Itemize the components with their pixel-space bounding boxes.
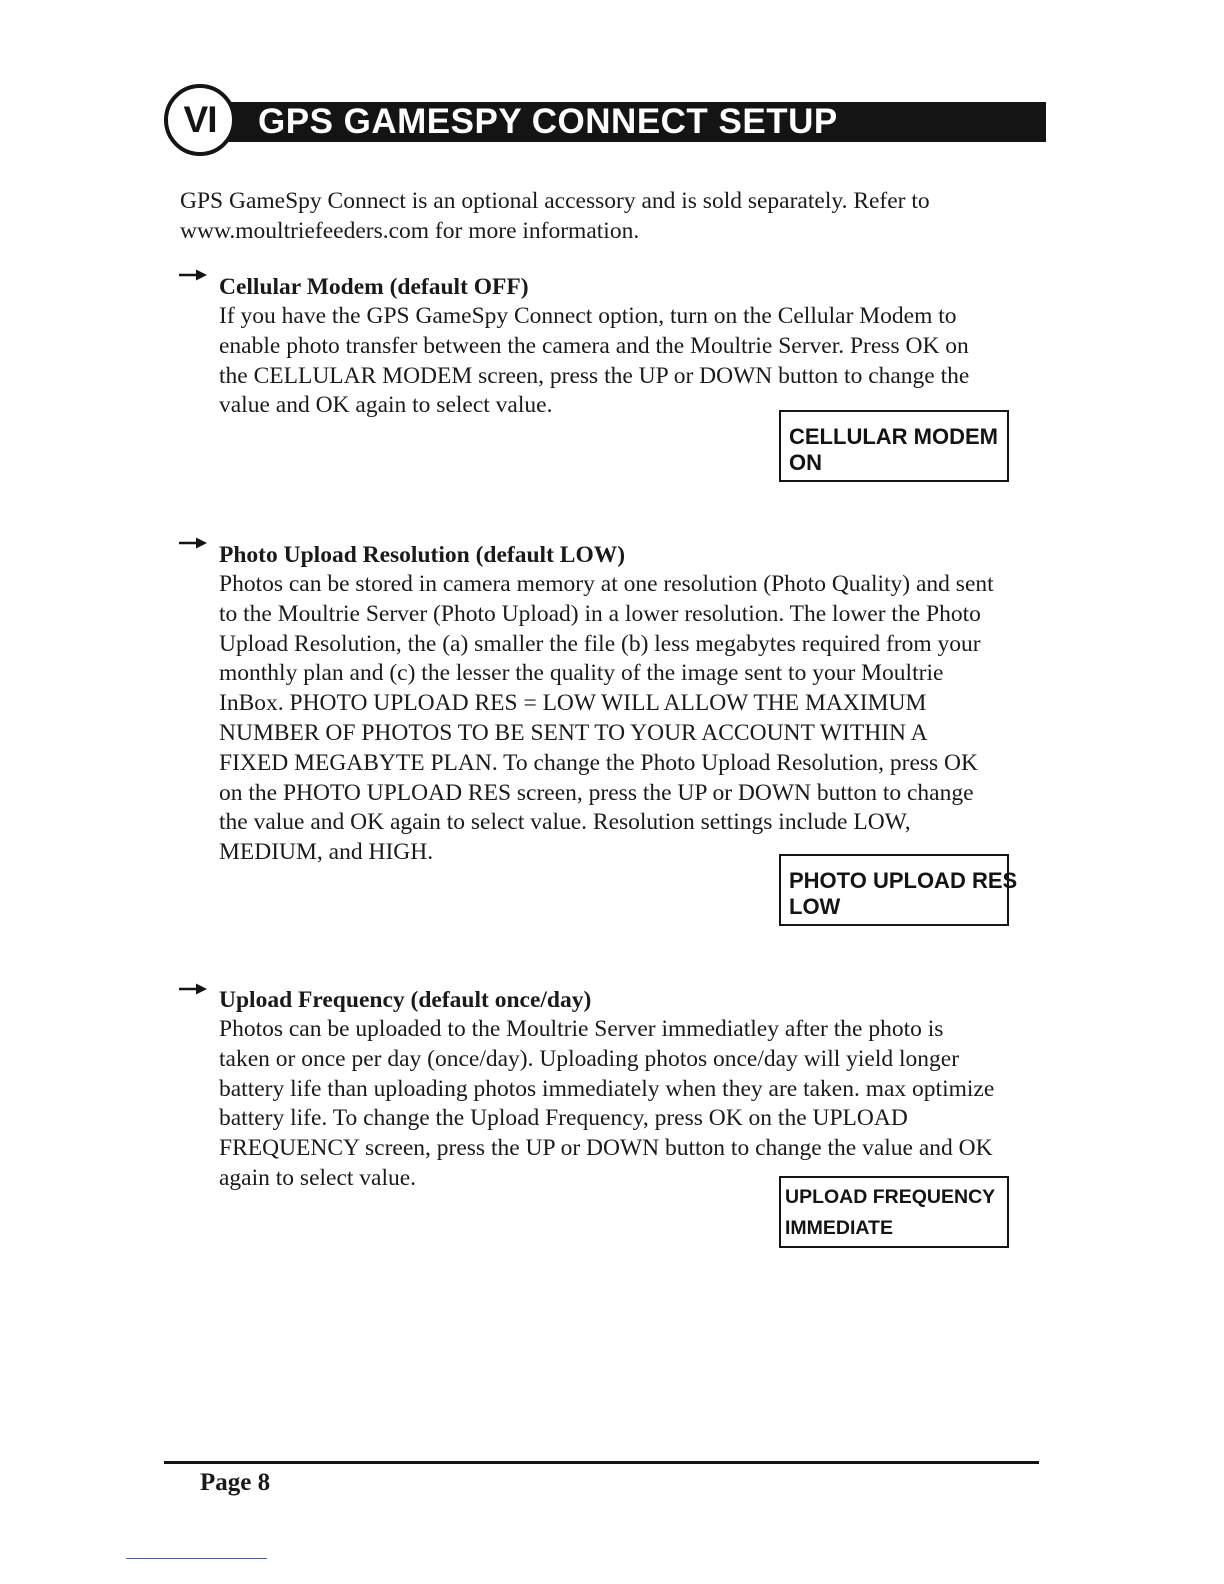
body-line: Photos can be stored in camera memory at one resolution (Photo Quality) and sent — [219, 571, 994, 597]
bullet-arrow-icon — [178, 536, 208, 550]
lcd-setting-value: ON — [789, 450, 822, 475]
lcd-screen-upload-frequency — [779, 1176, 1009, 1248]
body-line: If you have the GPS GameSpy Connect option, turn on the Cellular Modem to — [219, 303, 957, 329]
bullet-arrow-icon — [178, 268, 208, 282]
section-body-photo-upload-resolution — [219, 570, 1049, 868]
lcd-setting-name: CELLULAR MODEM — [789, 424, 998, 449]
bullet-arrow-icon — [178, 982, 208, 996]
body-line: monthly plan and (c) the lesser the quality of the image sent to your Moultrie — [219, 660, 944, 687]
body-line: value and OK again to select value. — [219, 392, 553, 419]
lcd-setting-name: PHOTO UPLOAD RES — [789, 868, 1018, 893]
intro-paragraph — [180, 186, 1000, 246]
body-line: the CELLULAR MODEM screen, press the UP or DOWN button to change the — [219, 362, 970, 389]
section-heading-upload-frequency: Upload Frequency (default once/day) — [219, 987, 592, 1013]
body-line: NUMBER OF PHOTOS TO BE SENT TO YOUR ACCOUNT WITHIN A — [219, 719, 928, 746]
body-line: enable photo transfer between the camera and the Moultrie Server. Press OK on — [219, 332, 969, 359]
section-number-badge: VI — [164, 84, 236, 156]
intro-line: www.moultriefeeders.com for more information. — [180, 218, 640, 244]
lcd-setting-value: IMMEDIATE — [785, 1217, 893, 1239]
body-line: Upload Resolution, the (a) smaller the file (b) less megabytes required from your — [219, 630, 981, 657]
lcd-screen-cellular-modem — [779, 410, 1009, 482]
lcd-setting-value: LOW — [789, 894, 841, 919]
footer-divider — [164, 1461, 1039, 1464]
body-line: FIXED MEGABYTE PLAN. To change the Photo Upload Resolution, press OK — [219, 749, 978, 776]
body-line: MEDIUM, and HIGH. — [219, 839, 434, 866]
body-line: to the Moultrie Server (Photo Upload) in a lower resolution. The lower the Photo — [219, 600, 981, 627]
section-heading-photo-upload-resolution: Photo Upload Resolution (default LOW) — [219, 542, 626, 568]
section-body-cellular-modem — [219, 302, 1049, 421]
body-line: FREQUENCY screen, press the UP or DOWN button to change the value and OK — [219, 1135, 993, 1162]
body-line: again to select value. — [219, 1164, 417, 1191]
body-line: battery life than uploading photos immediately when they are taken. max optimize — [219, 1075, 995, 1102]
intro-line: GPS GameSpy Connect is an optional accessory and is sold separately. Refer to — [180, 188, 930, 214]
page-number: Page 8 — [200, 1469, 271, 1496]
page-title: GPS GAMESPY CONNECT SETUP — [258, 102, 838, 141]
lcd-screen-photo-upload-res — [779, 854, 1018, 926]
section-body-upload-frequency — [219, 1015, 1049, 1194]
section-heading-cellular-modem: Cellular Modem (default OFF) — [219, 274, 529, 300]
body-line: battery life. To change the Upload Frequency, press OK on the UPLOAD — [219, 1105, 908, 1132]
body-line: on the PHOTO UPLOAD RES screen, press the UP or DOWN button to change — [219, 779, 974, 806]
body-line: InBox. PHOTO UPLOAD RES = LOW WILL ALLOW THE MAXIMUM — [219, 690, 927, 717]
bottom-edge-line — [126, 1558, 267, 1559]
lcd-setting-name: UPLOAD FREQUENCY — [785, 1186, 996, 1208]
body-line: taken or once per day (once/day). Uploading photos once/day will yield longer — [219, 1045, 960, 1072]
body-line: Photos can be uploaded to the Moultrie Server immediatley after the photo is — [219, 1016, 944, 1042]
body-line: the value and OK again to select value. Resolution settings include LOW, — [219, 809, 911, 836]
